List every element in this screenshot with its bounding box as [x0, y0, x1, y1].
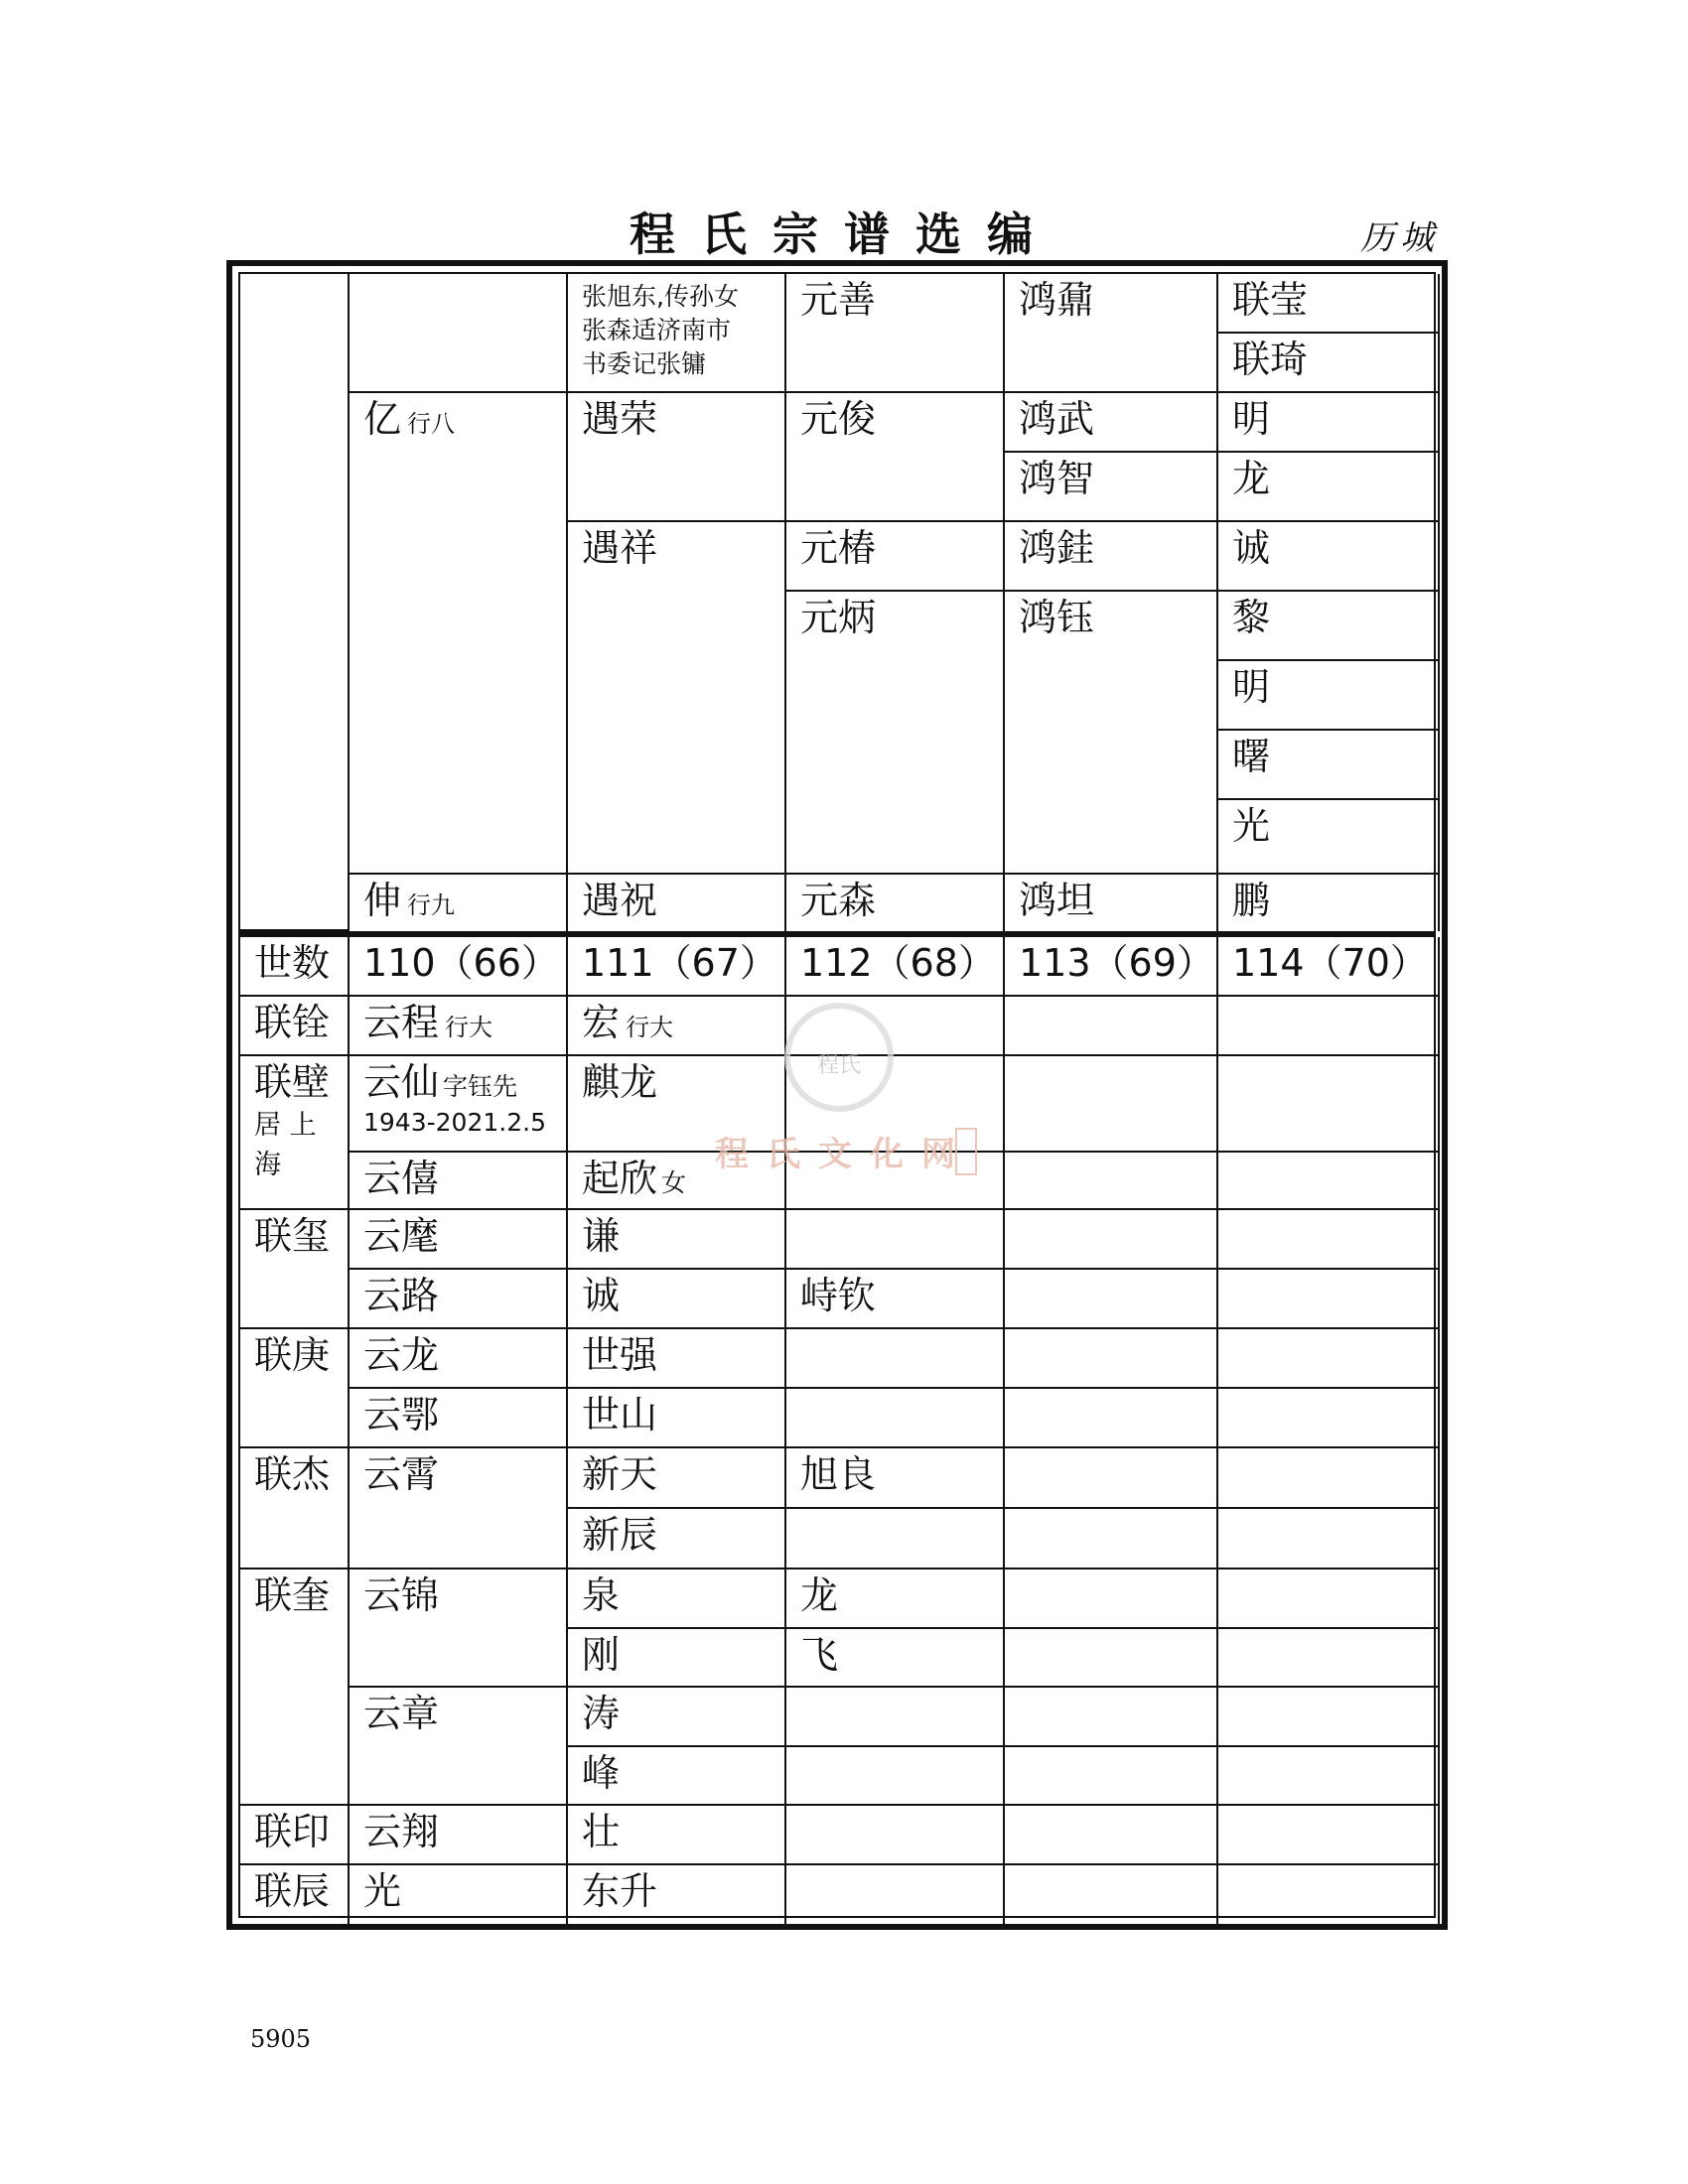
header-gen-111: 111（67） — [568, 937, 786, 997]
cell-lianchen: 联辰 — [240, 1865, 350, 1928]
header-gen-114: 114（70） — [1218, 937, 1440, 997]
empty-cell — [1005, 997, 1218, 1056]
header-shishu: 世数 — [240, 937, 350, 997]
cell-li: 黎 — [1218, 592, 1440, 661]
note-yuncheng: 行大 — [445, 1014, 493, 1041]
cell-yunxiang: 云翔 — [350, 1806, 568, 1865]
cell-yuanchun: 元椿 — [786, 522, 1005, 592]
cell-yunlong: 云龙 — [350, 1329, 568, 1389]
cell-yunxian — [350, 1056, 568, 1153]
cell-shiqin: 峙钦 — [786, 1270, 1005, 1329]
watermark-small-stamp — [955, 1128, 977, 1175]
cell-yuncheng — [350, 997, 568, 1056]
cell-yunzhang: 云章 — [350, 1688, 568, 1806]
empty-cell — [1005, 1747, 1218, 1806]
empty-cell — [786, 1329, 1005, 1389]
cell-feng: 峰 — [568, 1747, 786, 1806]
cell-hongyu: 鸿钰 — [1005, 592, 1218, 875]
page-number: 5905 — [250, 2025, 312, 2053]
empty-cell — [786, 1389, 1005, 1448]
cell-hongnai: 鸿鼐 — [1005, 274, 1218, 393]
cell-lianbi — [240, 1056, 350, 1210]
cell-lianyin: 联印 — [240, 1806, 350, 1865]
header-gen-110: 110（66） — [350, 937, 568, 997]
watermark-seal-text: 程氏 — [816, 1053, 861, 1078]
note-cell — [568, 274, 786, 393]
cell-guang-1: 光 — [1218, 800, 1440, 875]
cell-shiqiang: 世强 — [568, 1329, 786, 1389]
cell-quan: 泉 — [568, 1570, 786, 1629]
cell-honggui: 鸿銈 — [1005, 522, 1218, 592]
cell-lianying: 联莹 — [1218, 274, 1440, 334]
cell-hong — [568, 997, 786, 1056]
note-yunxian: 字钰先 — [443, 1072, 518, 1101]
cell-yi — [350, 393, 568, 875]
cell-ming-1: 明 — [1218, 393, 1440, 453]
region-label: 历城 — [1360, 218, 1440, 258]
note-qixin: 女 — [661, 1168, 687, 1197]
name-yunxian: 云仙 — [363, 1060, 440, 1104]
empty-cell — [1005, 1056, 1218, 1153]
watermark-seal — [784, 1003, 894, 1112]
dates-yunxian: 1943-2021.2.5 — [363, 1107, 546, 1137]
cell-yuanjun: 元俊 — [786, 393, 1005, 522]
empty-cell — [1005, 1448, 1218, 1509]
cell-hongzhi: 鸿智 — [1005, 453, 1218, 522]
cell-yurong: 遇荣 — [568, 393, 786, 522]
empty-cell — [1218, 1270, 1440, 1329]
cell-xintian: 新天 — [568, 1448, 786, 1509]
watermark-site-text: 程氏文化网 — [715, 1135, 973, 1174]
empty-cell — [786, 1509, 1005, 1570]
upper-col1-empty — [240, 274, 350, 931]
cell-yunmi: 云麾 — [350, 1210, 568, 1270]
empty-cell — [1218, 1509, 1440, 1570]
empty-cell — [786, 1865, 1005, 1928]
header-gen-112: 112（68） — [786, 937, 1005, 997]
cell-gang: 刚 — [568, 1629, 786, 1688]
empty-cell — [1005, 1270, 1218, 1329]
cell-dongsheng: 东升 — [568, 1865, 786, 1928]
empty-cell — [786, 1210, 1005, 1270]
cell-yuzhu: 遇祝 — [568, 875, 786, 931]
empty-cell — [1218, 1210, 1440, 1270]
cell-yunjin: 云锦 — [350, 1570, 568, 1688]
empty-cell — [1218, 1806, 1440, 1865]
cell-lianxi: 联玺 — [240, 1210, 350, 1329]
empty-cell — [1218, 997, 1440, 1056]
empty-cell — [1005, 1329, 1218, 1389]
empty-cell — [1005, 1389, 1218, 1448]
empty-cell — [1005, 1688, 1218, 1747]
empty-cell — [786, 1747, 1005, 1806]
empty-cell — [1005, 1210, 1218, 1270]
cell-lianqi: 联琦 — [1218, 334, 1440, 393]
cell-yunlu: 云路 — [350, 1270, 568, 1329]
empty-cell — [1218, 1865, 1440, 1928]
note-lianbi: 居 上 海 — [254, 1109, 317, 1181]
cell-hongtan: 鸿坦 — [1005, 875, 1218, 931]
cell-zhuang: 壮 — [568, 1806, 786, 1865]
empty-cell — [1218, 1570, 1440, 1629]
name-yi: 亿 — [363, 397, 402, 441]
cell-xuliang: 旭良 — [786, 1448, 1005, 1509]
note-shen: 行九 — [407, 891, 456, 919]
empty-cell — [1005, 1806, 1218, 1865]
cell-cheng-2: 诚 — [568, 1270, 786, 1329]
cell-yunxiao: 云霄 — [350, 1448, 568, 1570]
empty-cell — [786, 1806, 1005, 1865]
cell-ming-2: 明 — [1218, 661, 1440, 731]
cell-yuanshan: 元善 — [786, 274, 1005, 393]
empty-cell — [1218, 1389, 1440, 1448]
empty-cell — [1005, 1509, 1218, 1570]
cell-xinchen: 新辰 — [568, 1509, 786, 1570]
cell-tao: 涛 — [568, 1688, 786, 1747]
cell-liangeng: 联庚 — [240, 1329, 350, 1448]
cell-yuxiang: 遇祥 — [568, 522, 786, 875]
cell-long-2: 龙 — [786, 1570, 1005, 1629]
cell-fei: 飞 — [786, 1629, 1005, 1688]
empty-cell — [1005, 1629, 1218, 1688]
name-lianbi: 联壁 — [254, 1060, 331, 1104]
empty-cell — [1218, 1448, 1440, 1509]
cell-qilong: 麒龙 — [568, 1056, 786, 1153]
empty-cell — [1218, 1747, 1440, 1806]
empty-cell — [1218, 1329, 1440, 1389]
upper-col2-empty — [350, 274, 568, 393]
note-line-1: 张旭东,传孙女 — [582, 282, 739, 311]
header-gen-113: 113（69） — [1005, 937, 1218, 997]
page-title: 程氏宗谱选编 — [630, 207, 1058, 261]
cell-guang-2: 光 — [350, 1865, 568, 1928]
empty-cell — [1218, 1153, 1440, 1210]
name-qixin: 起欣 — [582, 1157, 658, 1200]
empty-cell — [1218, 1688, 1440, 1747]
name-hong: 宏 — [582, 1001, 621, 1044]
cell-peng: 鹏 — [1218, 875, 1440, 931]
empty-cell — [1005, 1153, 1218, 1210]
empty-cell — [786, 1688, 1005, 1747]
empty-cell — [1005, 1865, 1218, 1928]
note-line-3: 书委记张镛 — [582, 348, 707, 378]
note-yi: 行八 — [407, 410, 456, 438]
cell-liankui: 联奎 — [240, 1570, 350, 1806]
cell-lianquan: 联铨 — [240, 997, 350, 1056]
cell-shen — [350, 875, 568, 931]
empty-cell — [1005, 1570, 1218, 1629]
cell-shishan: 世山 — [568, 1389, 786, 1448]
empty-cell — [1218, 1629, 1440, 1688]
cell-yuansen: 元森 — [786, 875, 1005, 931]
cell-yuanbing: 元炳 — [786, 592, 1005, 875]
cell-lianjie: 联杰 — [240, 1448, 350, 1570]
cell-yunfu: 云僖 — [350, 1153, 568, 1210]
name-yuncheng: 云程 — [363, 1001, 440, 1044]
empty-cell — [1218, 1056, 1440, 1153]
cell-long-1: 龙 — [1218, 453, 1440, 522]
cell-yune: 云鄂 — [350, 1389, 568, 1448]
cell-hongwu: 鸿武 — [1005, 393, 1218, 453]
note-line-2: 张森适济南市 — [582, 315, 732, 344]
note-hong: 行大 — [626, 1014, 674, 1041]
cell-shu: 曙 — [1218, 731, 1440, 800]
cell-cheng-1: 诚 — [1218, 522, 1440, 592]
cell-qian: 谦 — [568, 1210, 786, 1270]
name-shen: 伸 — [363, 879, 402, 922]
